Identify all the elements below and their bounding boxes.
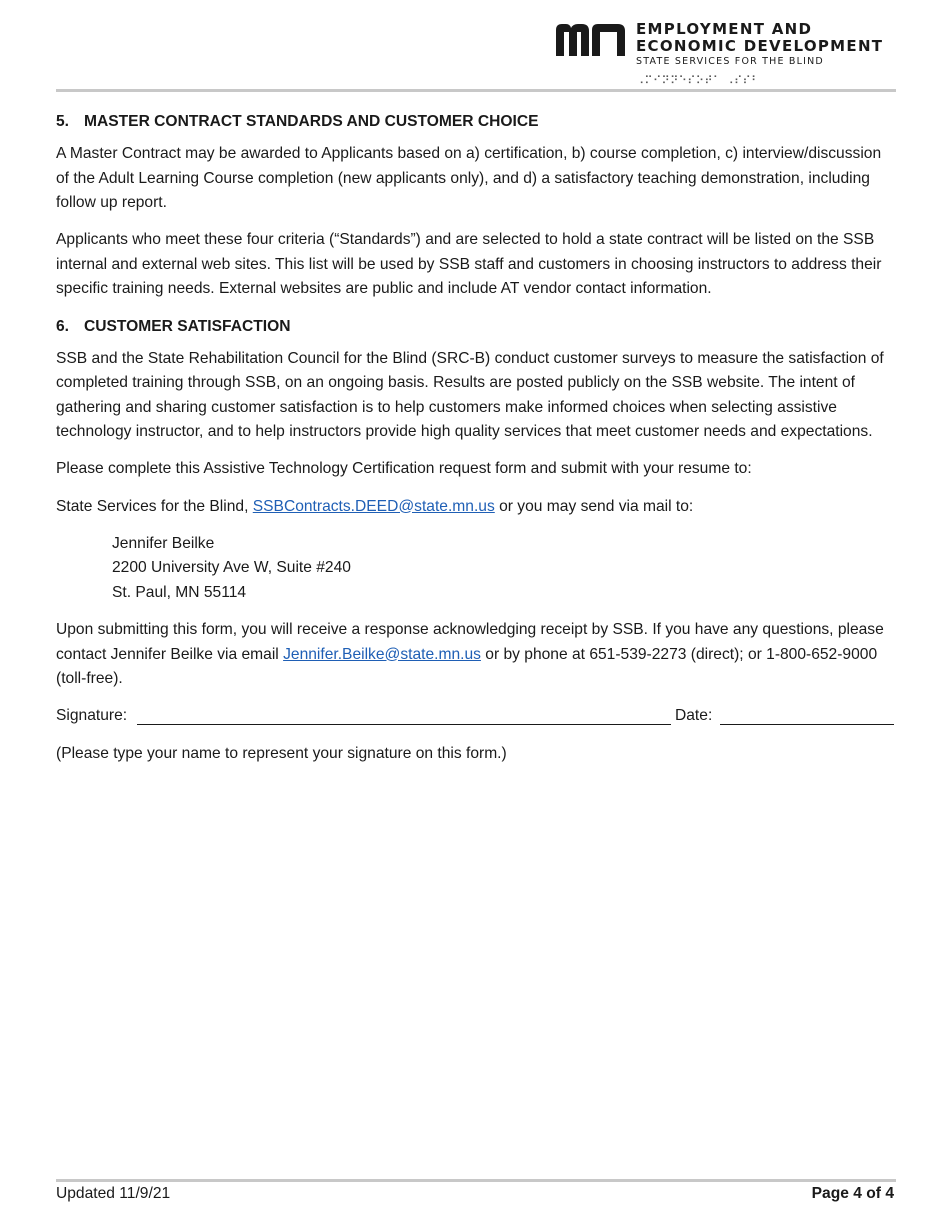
main-content: [56, 110, 896, 779]
section-5-heading: [56, 110, 896, 134]
jennifer-beilke-email-link[interactable]: Jennifer.Beilke@state.mn.us: [283, 645, 481, 663]
contact-suffix: or by phone at 651-539-2273 (direct); or 1-800-652-9000 (toll-free).: [56, 645, 878, 688]
mn-logo-mark-icon: [556, 22, 626, 56]
signature-label: Signature:: [56, 707, 128, 725]
address-street: 2200 University Ave W, Suite #240: [112, 559, 351, 577]
submit-suffix: or you may send via mail to:: [494, 497, 694, 515]
signature-field[interactable]: [137, 724, 671, 725]
address-name: Jennifer Beilke: [112, 534, 215, 552]
logo-title-line2: ECONOMIC DEVELOPMENT: [636, 37, 884, 55]
section-5-paragraph-2: Applicants who meet these four criteria (“Standards”) and are selected to hold a state contract will be listed on the SSB internal and external web sites. This list will be used by SSB staff and customers in choosing instructors to address their specific training needs. External websites are public and include AT vendor contact information.: [56, 231, 882, 298]
section-6-title: CUSTOMER SATISFACTION: [84, 317, 291, 335]
date-field[interactable]: [720, 724, 894, 725]
submit-instructions: [56, 495, 896, 520]
section-6-paragraph-2: Please complete this Assistive Technology Certification request form and submit with your resume to:: [56, 460, 752, 478]
date-label: Date:: [675, 707, 713, 725]
footer-divider: [56, 1179, 896, 1182]
section-5-number: 5.: [56, 113, 70, 130]
header-divider: [56, 89, 896, 92]
signature-note: (Please type your name to represent your signature on this form.): [56, 744, 507, 762]
ssb-contracts-email-link[interactable]: SSBContracts.DEED@state.mn.us: [252, 497, 495, 515]
contact-prefix: Upon submitting this form, you will receive a response acknowledging receipt by SSB. If you have any questions, please contact Jennifer Beilke via email: [56, 620, 884, 663]
submit-prefix: State Services for the Blind,: [56, 497, 253, 515]
contact-paragraph: [56, 618, 896, 692]
footer-page-number: Page 4 of 4: [811, 1185, 894, 1202]
section-6-heading: [56, 315, 896, 339]
address-city: St. Paul, MN 55114: [112, 583, 247, 601]
logo-title-line1: EMPLOYMENT AND: [636, 20, 813, 38]
section-5-title: MASTER CONTRACT STANDARDS AND CUSTOMER CHOICE: [84, 113, 539, 130]
footer-updated-date: Updated 11/9/21: [56, 1185, 171, 1202]
deed-logo: [556, 20, 896, 88]
logo-braille-text: ⠠⠍⠊⠝⠝⠑⠎⠕⠞⠁ ⠠⠎⠎⠃: [636, 74, 760, 87]
section-6-paragraph-1: SSB and the State Rehabilitation Council for the Blind (SRC-B) conduct customer surveys to measure the satisfaction of completed training through SSB, on an ongoing basis. Results are posted publicly on the SSB website. The intent of gathering and sharing customer satisfaction is to help customers make informed choices when selecting assistive technology instructor, and to help instructors provide high quality services that meet customer needs and expectations.: [56, 349, 884, 441]
logo-subtitle: STATE SERVICES FOR THE BLIND: [636, 56, 824, 67]
signature-row: [56, 704, 896, 729]
section-5-paragraph-1: A Master Contract may be awarded to Applicants based on a) certification, b) course completion, c) interview/discussion of the Adult Learning Course completion (new applicants only), and d) a satisfactory teaching demonstration, including follow up report.: [56, 145, 882, 212]
document-page: [56, 0, 896, 1230]
section-6-number: 6.: [56, 317, 70, 335]
mailing-address: [112, 532, 896, 606]
